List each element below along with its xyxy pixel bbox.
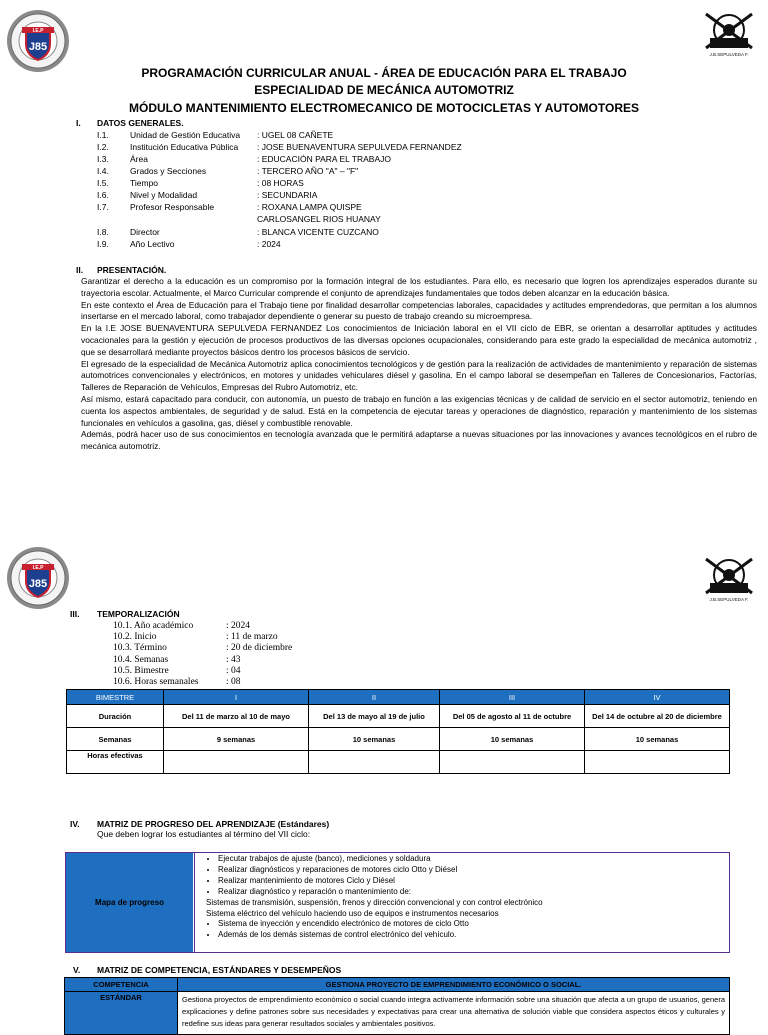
school-logo <box>5 545 71 611</box>
temp-label: 10.3. Término <box>113 643 167 653</box>
paragraph: El egresado de la especialidad de Mecánica Automotriz aplica conocimientos tecnológicos y de gestión para la realización de actividades de mantenimiento y reparación de sistemas automotrices convencionales y electrónicos, en motores y unidades vehiculares diésel y gasolina. En el campo laboral se desempeñan en Talleres de Concesionarios, Factorías, Talleres de Reparación de Vehículos, Empresas del Rubro Automotriz, etc. <box>81 358 757 393</box>
table-cell: 10 semanas <box>309 728 440 751</box>
table-header-cell: II <box>309 690 440 705</box>
table-row <box>67 751 730 774</box>
table-cell: Gestiona proyectos de emprendimiento económico o social cuando integra activamente información sobre una situación que afecta a un grupo de usuarios, genera explicaciones y define patrones sobre sus necesidades y expectativas para crear una alternativa de solución viable que considera aspectos éticos y culturales y redefine sus ideas para generar resultados sociales y ambientales positivos. <box>178 992 730 1035</box>
section-number: II. <box>76 265 84 275</box>
table-header-cell: GESTIONA PROYECTO DE EMPRENDIMIENTO ECONÓMICO O SOCIAL. <box>178 978 730 992</box>
table-cell: Del 14 de octubre al 20 de diciembre <box>585 705 730 728</box>
section-number: III. <box>70 609 80 619</box>
svg-text:I.E.P: I.E.P <box>32 565 44 571</box>
table-header-cell: I <box>164 690 309 705</box>
document-title: PROGRAMACIÓN CURRICULAR ANUAL - ÁREA DE EDUCACIÓN PARA EL TRABAJO <box>141 66 627 80</box>
school-logo <box>5 8 71 74</box>
list-item: • Sistema de inyección y encendido electrónico de motores de ciclo Otto <box>218 919 543 930</box>
table-header-cell: BIMESTRE <box>67 690 164 705</box>
table-header-cell: IV <box>585 690 730 705</box>
section-number: I. <box>76 118 81 128</box>
table-cell: Del 11 de marzo al 10 de mayo <box>164 705 309 728</box>
row-label: Semanas <box>67 728 164 751</box>
table-cell: Del 05 de agosto al 11 de octubre <box>440 705 585 728</box>
table-row <box>65 992 730 1035</box>
temp-value: : 43 <box>226 655 241 665</box>
presentacion-body <box>81 276 757 453</box>
progress-map-box <box>65 852 730 953</box>
module-title: MÓDULO MANTENIMIENTO ELECTROMECANICO DE MOTOCICLETAS Y AUTOMOTORES <box>128 101 640 115</box>
table-cell: Del 13 de mayo al 19 de julio <box>309 705 440 728</box>
bimestre-table <box>66 689 730 774</box>
temp-label: 10.2. Inicio <box>113 632 157 642</box>
table-row <box>67 728 730 751</box>
table-header-row <box>67 690 730 705</box>
table-cell <box>585 751 730 774</box>
section-heading-datos: DATOS GENERALES. <box>97 118 184 128</box>
competencia-table <box>64 977 730 1035</box>
temp-value: : 11 de marzo <box>226 632 278 642</box>
section-number: IV. <box>70 819 80 829</box>
paragraph: Garantizar el derecho a la educación es un compromiso por la formación integral de los estudiantes. Para ello, es necesario que logren los aprendizajes esperados durante su trayectoria escolar. Actualmente, el Marco Curricular comprende el conjunto de aprendizajes fundamentales que todos deben alcanzar en la educación básica. <box>81 276 757 298</box>
row-label: Horas efectivas <box>67 751 164 774</box>
progress-map-list <box>206 854 543 941</box>
document-subtitle: ESPECIALIDAD DE MECÁNICA AUTOMOTRIZ <box>254 83 514 97</box>
temp-label: 10.6. Horas semanales <box>113 677 199 687</box>
table-cell <box>309 751 440 774</box>
list-item: • Realizar mantenimiento de motores Ciclo y Diésel <box>218 876 543 887</box>
section-heading-temporalizacion: TEMPORALIZACIÓN <box>97 609 180 619</box>
section-heading-presentacion: PRESENTACIÓN. <box>97 265 167 275</box>
svg-text:J.B.SEPULVEDA F.: J.B.SEPULVEDA F. <box>709 597 749 602</box>
list-item: • Además de los demás sistemas de control electrónico del vehículo. <box>218 930 543 941</box>
table-cell: 10 semanas <box>440 728 585 751</box>
progress-map-label-cell <box>66 853 193 952</box>
table-row <box>67 705 730 728</box>
paragraph: Así mismo, estará capacitado para conducir, con autonomía, un puesto de trabajo en función a las exigencias técnicas y de calidad de servicio en el sector automotriz, teniendo en cuenta los aspectos ambientales, de seguridad y de salud. Está en la competencia de ejecutar tareas y operaciones de diagnóstico, reparación y mantenimiento de los sistemas funcionales en vehículos a gasolina, gas, diésel y combustible renovable. <box>81 393 757 428</box>
table-header-cell: III <box>440 690 585 705</box>
progress-map-label: Mapa de progreso <box>95 898 164 907</box>
temp-value: : 2024 <box>226 621 251 631</box>
temp-label: 10.1. Año académico <box>113 621 194 631</box>
temp-label: 10.5. Bimestre <box>113 666 169 676</box>
svg-text:J.B.SEPULVEDA F.: J.B.SEPULVEDA F. <box>709 52 749 57</box>
temp-value: : 04 <box>226 666 241 676</box>
row-label: Duración <box>67 705 164 728</box>
row-label: ESTÁNDAR <box>65 992 178 1035</box>
list-item: • Realizar diagnóstico y reparación o mantenimiento de: <box>218 887 543 898</box>
list-item: Sistemas de transmisión, suspensión, frenos y dirección convencional y con control electrónico <box>206 897 543 907</box>
list-item: • Realizar diagnósticos y reparaciones de motores ciclo Otto y Diésel <box>218 865 543 876</box>
paragraph: En la I.E JOSE BUENAVENTURA SEPULVEDA FERNANDEZ Los conocimientos de Iniciación laboral en el VII ciclo de EBR, se orientan a desarrollar aptitudes y actitudes vocacionales para la gestión y ejecución de procesos productivos de las diversas opciones ocupacionales, considerando para este grado la especialidad de mecánica automotriz , que se desarrollará mediante proyectos básicos dentro los procesos básicos de servicio. <box>81 323 757 357</box>
specialty-logo <box>700 553 758 605</box>
paragraph: En este contexto el Área de Educación para el Trabajo tiene por finalidad desarrollar competencias laborales, capacidades y actitudes emprendedoras, que permitan a los alumnos insertarse en el mercado laboral, como trabajador dependiente o generar su puesto de trabajo creando su microempresa. <box>81 299 757 322</box>
section-number: V. <box>73 965 81 975</box>
table-cell: 9 semanas <box>164 728 309 751</box>
list-item: • Ejecutar trabajos de ajuste (banco), mediciones y soldadura <box>218 854 543 865</box>
specialty-logo <box>700 8 758 60</box>
table-cell: 10 semanas <box>585 728 730 751</box>
svg-text:J85: J85 <box>28 578 48 590</box>
section-heading-progreso: MATRIZ DE PROGRESO DEL APRENDIZAJE (Estándares) <box>97 819 330 829</box>
svg-text:J85: J85 <box>28 41 48 53</box>
temp-value: : 20 de diciembre <box>226 643 293 653</box>
section-subheading: Que deben lograr los estudiantes al término del VII ciclo: <box>97 829 311 839</box>
table-header-row <box>65 978 730 992</box>
section-heading-competencia: MATRIZ DE COMPETENCIA, ESTÁNDARES Y DESEMPEÑOS <box>97 965 342 975</box>
paragraph: Además, podrá hacer uso de sus conocimientos en tecnología avanzada que le permitirá adaptarse a nuevas situaciones por las innovaciones y avances tecnológicos en el rubro de mecánica automotriz. <box>81 429 757 452</box>
temp-label: 10.4. Semanas <box>113 655 169 665</box>
table-cell <box>164 751 309 774</box>
table-header-cell: COMPETENCIA <box>65 978 178 992</box>
table-cell <box>440 751 585 774</box>
svg-text:I.E.P: I.E.P <box>32 28 44 34</box>
list-item: Sistema eléctrico del vehículo haciendo uso de equipos e instrumentos necesarios <box>206 908 499 918</box>
temp-value: : 08 <box>226 677 241 687</box>
